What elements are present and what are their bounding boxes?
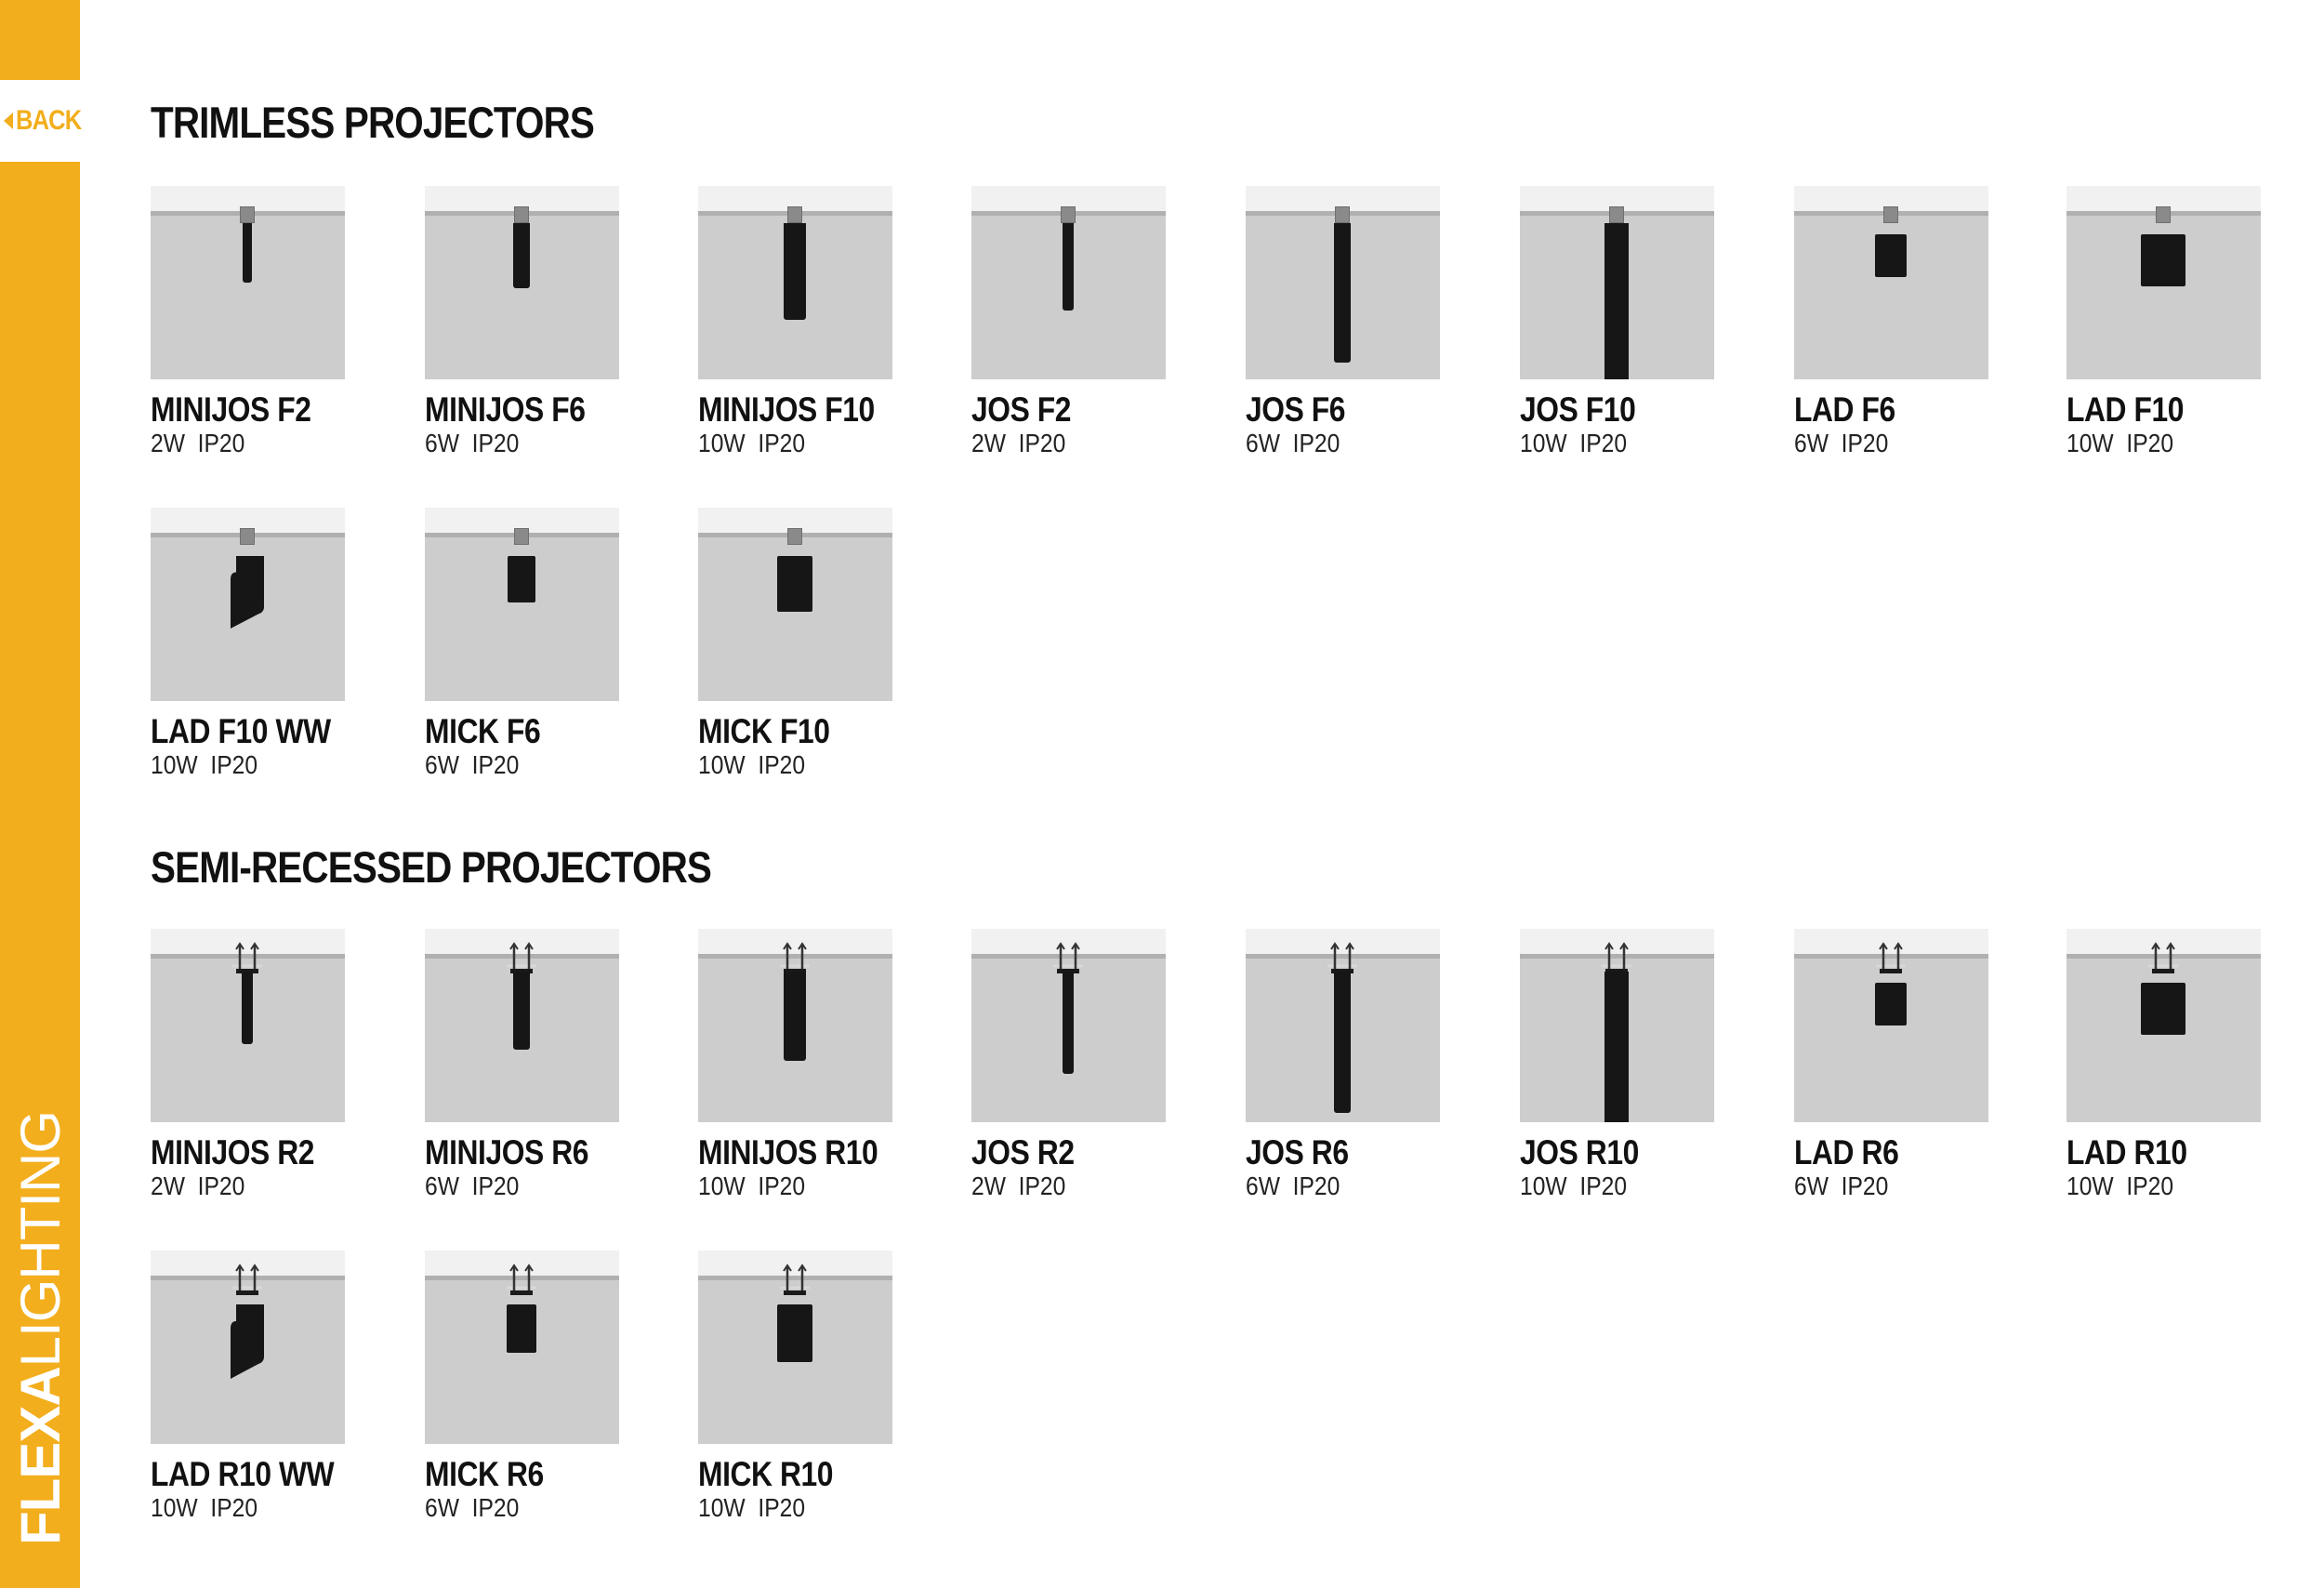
product-image — [1246, 929, 1440, 1122]
mount-cap — [514, 206, 529, 223]
lamp-body — [507, 1304, 536, 1353]
product-spec — [971, 1171, 1142, 1201]
product-card[interactable] — [425, 929, 619, 1201]
lamp-body — [1875, 983, 1907, 1026]
product-image — [151, 929, 345, 1122]
lamp-body — [1604, 972, 1629, 1122]
product-ip-rating: IP20 — [1018, 1171, 1066, 1200]
lamp-body — [513, 223, 530, 288]
product-ip-rating: IP20 — [210, 1493, 258, 1522]
mount-cap — [1883, 206, 1898, 223]
product-spec — [1246, 429, 1417, 458]
lamp-body — [784, 972, 806, 1061]
product-image — [698, 186, 892, 379]
spring-clip-icon — [767, 1260, 823, 1302]
product-image — [425, 508, 619, 701]
product-name: JOS F10 — [1520, 390, 1636, 429]
product-image — [151, 508, 345, 701]
product-card[interactable] — [1246, 186, 1440, 458]
product-card[interactable] — [698, 508, 892, 780]
lamp-body — [2141, 234, 2185, 286]
product-image — [1794, 929, 1988, 1122]
product-card[interactable] — [151, 929, 345, 1201]
product-name: JOS R2 — [971, 1133, 1075, 1171]
lamp-body — [1334, 972, 1351, 1113]
product-wattage: 10W — [1520, 429, 1567, 457]
product-name: MICK F6 — [425, 712, 541, 750]
section-title-semi-recessed: SEMI-RECESSED PROJECTORS — [151, 842, 712, 892]
product-spec — [971, 429, 1142, 458]
product-card[interactable] — [698, 186, 892, 458]
product-spec — [698, 429, 869, 458]
product-ip-rating: IP20 — [197, 1171, 245, 1200]
product-spec — [698, 1493, 869, 1523]
product-spec — [1794, 1171, 1965, 1201]
mount-cap — [1061, 206, 1076, 223]
lamp-body — [1875, 234, 1907, 277]
product-wattage: 6W — [1794, 429, 1829, 457]
product-spec — [151, 1171, 322, 1201]
product-image — [1794, 186, 1988, 379]
lamp-body — [1334, 223, 1351, 363]
product-spec — [1520, 1171, 1691, 1201]
product-name: MINIJOS R10 — [698, 1133, 878, 1171]
product-card[interactable] — [425, 508, 619, 780]
product-wattage: 2W — [971, 429, 1006, 457]
product-image — [1520, 186, 1714, 379]
product-spec — [151, 1493, 322, 1523]
product-card[interactable] — [971, 929, 1166, 1201]
product-wattage: 6W — [425, 1171, 459, 1200]
product-name: JOS F6 — [1246, 390, 1346, 429]
product-image — [698, 508, 892, 701]
product-image — [1520, 929, 1714, 1122]
product-card[interactable] — [151, 508, 345, 780]
mount-cap — [240, 528, 255, 545]
product-ip-rating: IP20 — [471, 750, 520, 779]
product-image — [698, 1251, 892, 1444]
lamp-body — [231, 1304, 264, 1379]
spring-clip-icon — [2135, 938, 2191, 980]
product-card[interactable] — [2067, 186, 2261, 458]
spring-clip-icon — [219, 1260, 275, 1302]
product-wattage: 10W — [2067, 1171, 2114, 1200]
product-name: LAD F10 WW — [151, 712, 331, 750]
product-spec — [425, 1493, 596, 1523]
product-wattage: 10W — [698, 429, 746, 457]
product-wattage: 10W — [698, 750, 746, 779]
product-spec — [151, 429, 322, 458]
product-ip-rating: IP20 — [758, 429, 806, 457]
product-name: MINIJOS R6 — [425, 1133, 589, 1171]
product-name: MICK R6 — [425, 1455, 544, 1493]
product-spec — [698, 750, 869, 780]
product-spec — [425, 1171, 596, 1201]
product-card[interactable] — [151, 186, 345, 458]
back-button[interactable] — [0, 97, 93, 145]
product-ip-rating: IP20 — [471, 1171, 520, 1200]
mount-cap — [787, 528, 802, 545]
product-ip-rating: IP20 — [758, 1171, 806, 1200]
product-image — [425, 929, 619, 1122]
product-name: MINIJOS F2 — [151, 390, 311, 429]
product-wattage: 6W — [425, 750, 459, 779]
lamp-body — [1063, 223, 1074, 311]
product-card[interactable] — [1520, 186, 1714, 458]
mount-cap — [514, 528, 529, 545]
product-name: MINIJOS F6 — [425, 390, 586, 429]
product-ip-rating: IP20 — [2126, 1171, 2174, 1200]
sidebar-top-block — [0, 0, 80, 80]
product-wattage: 10W — [698, 1493, 746, 1522]
product-image — [425, 186, 619, 379]
product-wattage: 2W — [151, 1171, 185, 1200]
mount-cap — [2156, 206, 2171, 223]
product-spec — [2067, 1171, 2238, 1201]
product-image — [971, 929, 1166, 1122]
lamp-body — [777, 556, 812, 612]
product-spec — [1520, 429, 1691, 458]
product-wattage: 6W — [1246, 1171, 1280, 1200]
product-card[interactable] — [2067, 929, 2261, 1201]
mount-cap — [787, 206, 802, 223]
product-wattage: 10W — [2067, 429, 2114, 457]
product-ip-rating: IP20 — [471, 1493, 520, 1522]
product-image — [2067, 186, 2261, 379]
product-wattage: 10W — [151, 750, 198, 779]
lamp-body — [1063, 972, 1074, 1074]
back-arrow-icon — [4, 112, 13, 129]
product-name: JOS R10 — [1520, 1133, 1639, 1171]
product-name: MINIJOS R2 — [151, 1133, 315, 1171]
product-name: JOS F2 — [971, 390, 1072, 429]
product-card[interactable] — [425, 1251, 619, 1523]
product-image — [698, 929, 892, 1122]
product-image — [151, 1251, 345, 1444]
product-spec — [1794, 429, 1965, 458]
lamp-body — [231, 556, 264, 629]
product-ip-rating: IP20 — [197, 429, 245, 457]
product-wattage: 6W — [425, 429, 459, 457]
product-name: LAD R10 — [2067, 1133, 2187, 1171]
product-ip-rating: IP20 — [1841, 1171, 1889, 1200]
lamp-body — [2141, 983, 2185, 1035]
product-ip-rating: IP20 — [1841, 429, 1889, 457]
spring-clip-icon — [1863, 938, 1919, 980]
product-ip-rating: IP20 — [1579, 1171, 1628, 1200]
product-spec — [2067, 429, 2238, 458]
spring-clip-icon — [494, 1260, 549, 1302]
lamp-body — [513, 972, 530, 1050]
product-spec — [151, 750, 322, 780]
product-ip-rating: IP20 — [2126, 429, 2174, 457]
product-ip-rating: IP20 — [758, 1493, 806, 1522]
product-image — [971, 186, 1166, 379]
lamp-body — [242, 972, 253, 1044]
product-ip-rating: IP20 — [758, 750, 806, 779]
mount-cap — [240, 206, 255, 223]
product-name: MICK R10 — [698, 1455, 834, 1493]
product-card[interactable] — [1794, 929, 1988, 1201]
brand-wordmark — [9, 1110, 72, 1545]
product-spec — [1246, 1171, 1417, 1201]
product-ip-rating: IP20 — [1292, 1171, 1340, 1200]
product-wattage: 2W — [151, 429, 185, 457]
back-label: BACK — [16, 105, 82, 136]
product-spec — [698, 1171, 869, 1201]
product-wattage: 6W — [1246, 429, 1280, 457]
product-wattage: 6W — [425, 1493, 459, 1522]
product-ip-rating: IP20 — [1292, 429, 1340, 457]
product-name: LAD R10 WW — [151, 1455, 335, 1493]
product-name: MICK F10 — [698, 712, 830, 750]
lamp-body — [508, 556, 535, 602]
product-image — [2067, 929, 2261, 1122]
brand-bold: FLEXA — [9, 1367, 72, 1545]
mount-cap — [1335, 206, 1350, 223]
product-name: LAD F10 — [2067, 390, 2185, 429]
product-name: MINIJOS F10 — [698, 390, 875, 429]
brand-light: LIGHTING — [9, 1110, 72, 1368]
lamp-body — [777, 1304, 812, 1362]
product-wattage: 10W — [151, 1493, 198, 1522]
product-image — [151, 186, 345, 379]
lamp-body — [1604, 223, 1629, 379]
product-name: LAD F6 — [1794, 390, 1895, 429]
product-ip-rating: IP20 — [210, 750, 258, 779]
product-ip-rating: IP20 — [1579, 429, 1628, 457]
product-wattage: 6W — [1794, 1171, 1829, 1200]
product-card[interactable] — [1520, 929, 1714, 1201]
product-card[interactable] — [698, 929, 892, 1201]
product-spec — [425, 750, 596, 780]
product-image — [1246, 186, 1440, 379]
lamp-body — [243, 223, 252, 283]
product-ip-rating: IP20 — [471, 429, 520, 457]
product-image — [425, 1251, 619, 1444]
product-card[interactable] — [425, 186, 619, 458]
section-title-trimless: TRIMLESS PROJECTORS — [151, 98, 595, 147]
product-name: LAD R6 — [1794, 1133, 1899, 1171]
product-wattage: 10W — [698, 1171, 746, 1200]
product-card[interactable] — [151, 1251, 345, 1523]
lamp-body — [784, 223, 806, 320]
product-name: JOS R6 — [1246, 1133, 1349, 1171]
product-card[interactable] — [971, 186, 1166, 458]
product-wattage: 10W — [1520, 1171, 1567, 1200]
product-card[interactable] — [1794, 186, 1988, 458]
product-card[interactable] — [1246, 929, 1440, 1201]
product-ip-rating: IP20 — [1018, 429, 1066, 457]
product-card[interactable] — [698, 1251, 892, 1523]
product-spec — [425, 429, 596, 458]
product-wattage: 2W — [971, 1171, 1006, 1200]
mount-cap — [1609, 206, 1624, 223]
